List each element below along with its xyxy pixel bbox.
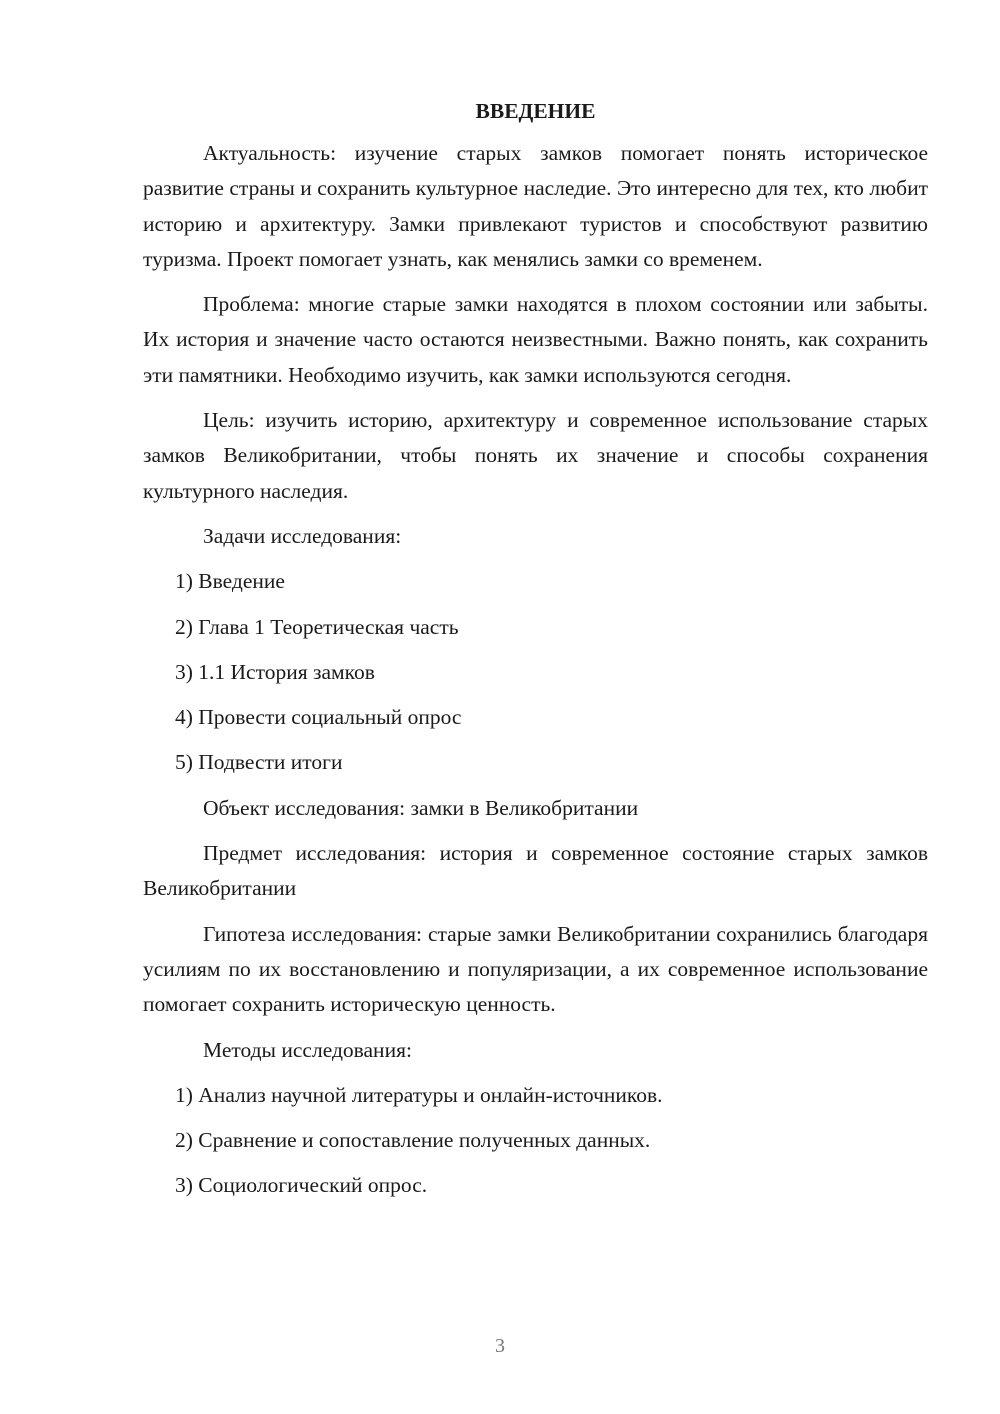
page-content bbox=[143, 96, 928, 1214]
task-item: 3) 1.1 История замков bbox=[175, 659, 375, 684]
goal-paragraph: Цель: изучить историю, архитектуру и современное использование старых замков Великобритании, чтобы понять их значение и способы сохранения культурного наследия. bbox=[143, 408, 928, 503]
task-item: 1) Введение bbox=[175, 569, 285, 594]
methods-list bbox=[143, 1078, 928, 1204]
problem-paragraph: Проблема: многие старые замки находятся в плохом состоянии или забыты. Их история и значение часто остаются неизвестными. Важно понять, как сохранить эти памятники. Необходимо изучить, как замки используются сегодня. bbox=[143, 292, 928, 387]
tasks-heading: Задачи исследования: bbox=[203, 523, 402, 548]
section-title: ВВЕДЕНИЕ bbox=[475, 99, 596, 123]
task-item: 2) Глава 1 Теоретическая часть bbox=[175, 614, 459, 639]
method-item: 3) Социологический опрос. bbox=[175, 1173, 428, 1198]
relevance-paragraph: Актуальность: изучение старых замков помогает понять историческое развитие страны и сохранить культурное наследие. Это интересно для тех, кто любит историю и архитектуру. Замки привлекают туристов и способствуют развитию туризма. Проект помогает узнать, как менялись замки со временем. bbox=[143, 141, 928, 271]
method-item: 1) Анализ научной литературы и онлайн-источников. bbox=[175, 1082, 663, 1107]
task-item: 5) Подвести итоги bbox=[175, 750, 343, 775]
method-item: 2) Сравнение и сопоставление полученных данных. bbox=[175, 1128, 651, 1153]
hypothesis-paragraph: Гипотеза исследования: старые замки Великобритании сохранились благодаря усилиям по их восстановлению и популяризации, а их современное использование помогает сохранить историческую ценность. bbox=[143, 921, 928, 1017]
page-number: 3 bbox=[495, 1335, 505, 1357]
tasks-list bbox=[143, 564, 928, 780]
subject-paragraph: Предмет исследования: история и современное состояние старых замков Великобритании bbox=[143, 841, 928, 901]
object-paragraph: Объект исследования: замки в Великобритании bbox=[203, 795, 639, 820]
methods-heading: Методы исследования: bbox=[203, 1037, 412, 1062]
task-item: 4) Провести социальный опрос bbox=[175, 705, 462, 730]
